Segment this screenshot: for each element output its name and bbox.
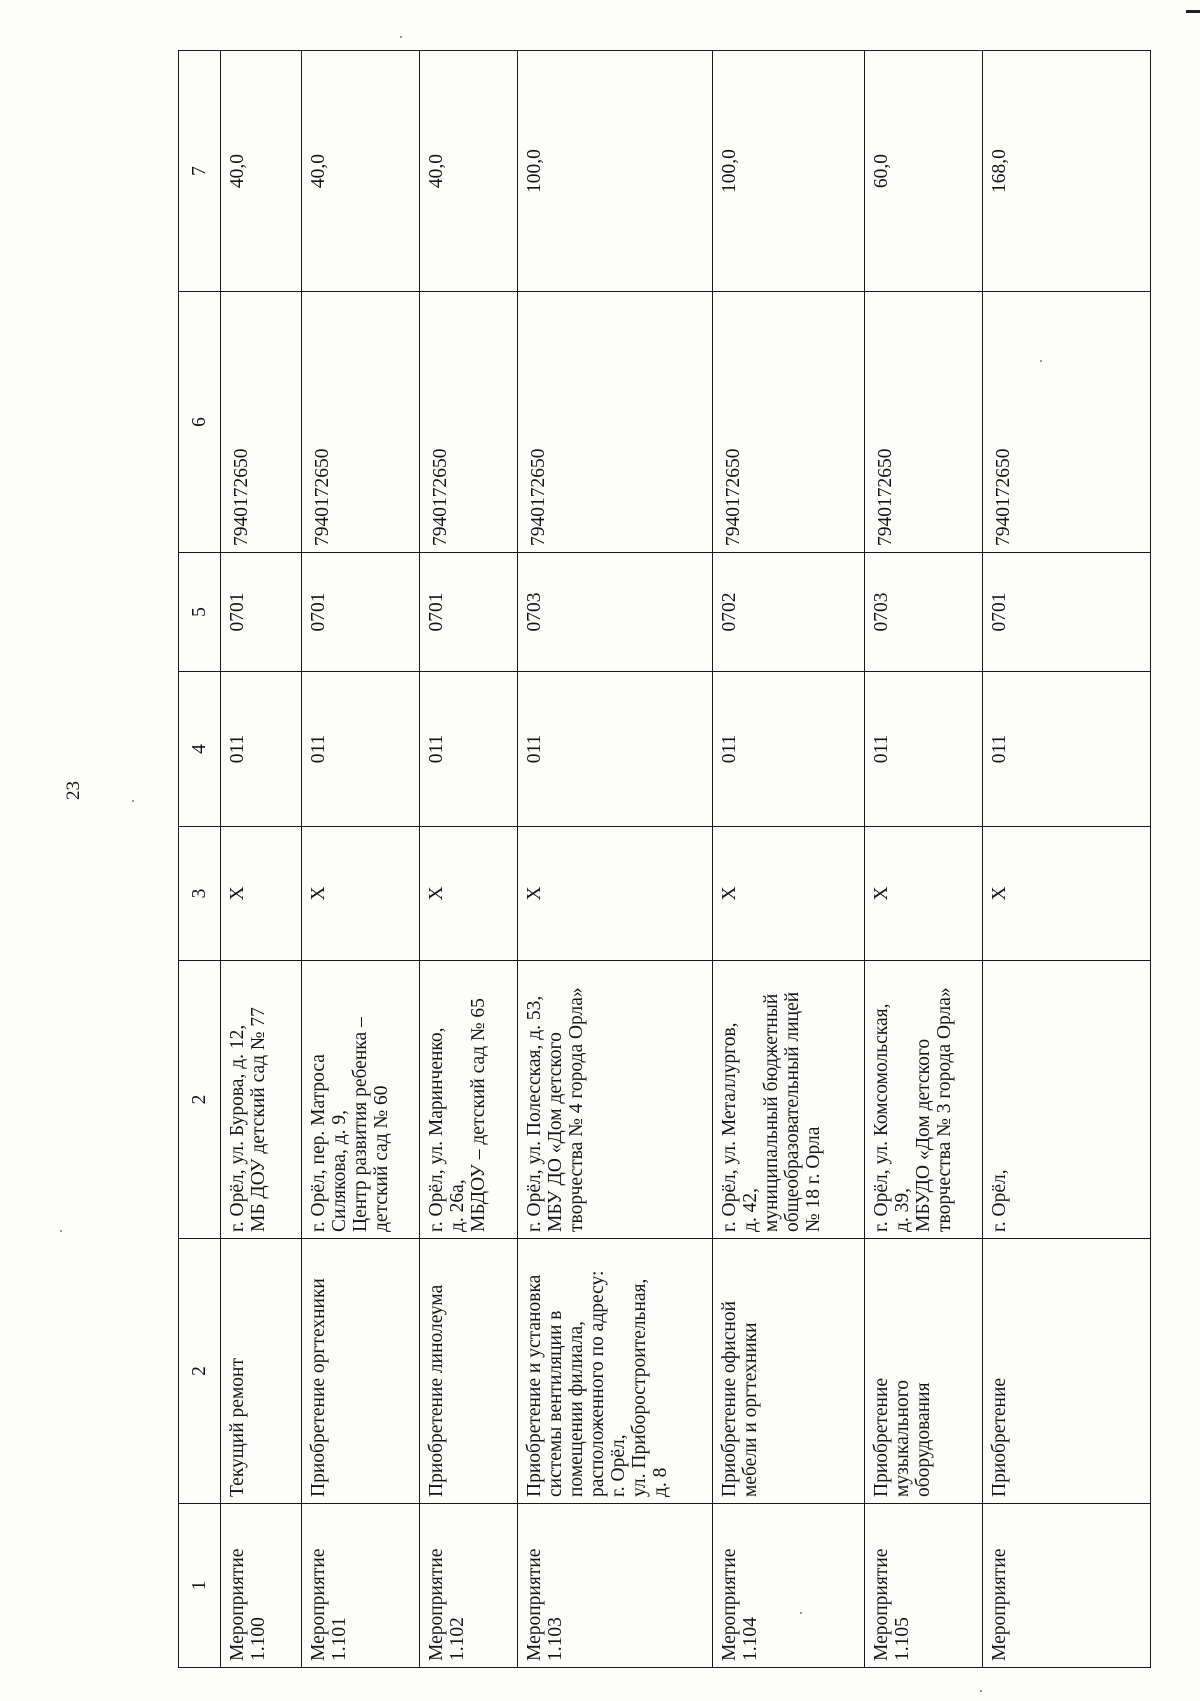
scan-speck (132, 800, 134, 802)
col6-cell: 7940172650 (865, 292, 983, 553)
scan-speck (980, 1690, 982, 1692)
scan-speck (60, 1230, 62, 1232)
col6-cell: 7940172650 (420, 292, 518, 553)
col4-cell: 011 (713, 672, 865, 827)
col6-cell: 7940172650 (302, 292, 420, 553)
col7-cell: 40,0 (420, 51, 518, 292)
edge-mark (1186, 10, 1200, 13)
action-cell: Приобретение офисной мебели и оргтехники (713, 1239, 865, 1504)
mark-cell: Х (302, 827, 420, 961)
location-cell: г. Орёл, ул. Металлургов, д. 42, муниципальный бюджетный общеобразовательный лицей № 18 г. Орла (713, 961, 865, 1239)
col5-cell: 0702 (713, 553, 865, 672)
col7-cell: 100,0 (518, 51, 713, 292)
col6-cell: 7940172650 (518, 292, 713, 553)
col4-cell: 011 (420, 672, 518, 827)
location-cell: г. Орёл, (983, 961, 1151, 1239)
col6-cell: 7940172650 (713, 292, 865, 553)
table-row (713, 51, 865, 1668)
location-cell: г. Орёл, ул. Полесская, д. 53, МБУ ДО «Дом детского творчества № 4 города Орла» (518, 961, 713, 1239)
table-row (983, 51, 1151, 1668)
col5-cell: 0701 (420, 553, 518, 672)
action-cell: Приобретение линолеума (420, 1239, 518, 1504)
col5-cell: 0701 (983, 553, 1151, 672)
action-cell: Приобретение (983, 1239, 1151, 1504)
location-cell: г. Орёл, ул. Маринченко, д. 26а, МБДОУ – детский сад № 65 (420, 961, 518, 1239)
header-cell: 1 (179, 1504, 221, 1668)
mark-cell: Х (865, 827, 983, 961)
event-number-cell: Мероприятие 1.105 (865, 1504, 983, 1668)
event-number-cell: Мероприятие 1.102 (420, 1504, 518, 1668)
table-row (865, 51, 983, 1668)
scan-speck (400, 36, 402, 38)
header-cell: 2 (179, 1239, 221, 1504)
header-cell: 6 (179, 292, 221, 553)
header-cell: 2 (179, 961, 221, 1239)
mark-cell: Х (518, 827, 713, 961)
col7-cell: 40,0 (302, 51, 420, 292)
col5-cell: 0701 (221, 553, 302, 672)
col6-cell: 7940172650 (221, 292, 302, 553)
location-cell: г. Орёл, пер. Матроса Силякова, д. 9, Центр развития ребенка – детский сад № 60 (302, 961, 420, 1239)
col4-cell: 011 (221, 672, 302, 827)
mark-cell: Х (713, 827, 865, 961)
header-cell: 5 (179, 553, 221, 672)
col5-cell: 0703 (865, 553, 983, 672)
scan-speck (1040, 360, 1042, 362)
location-cell: г. Орёл, ул. Комсомольская, д. 39, МБУДО «Дом детского творчества № 3 города Орла» (865, 961, 983, 1239)
col5-cell: 0703 (518, 553, 713, 672)
event-number-cell: Мероприятие 1.100 (221, 1504, 302, 1668)
rotated-table-container (178, 51, 1150, 1668)
col7-cell: 40,0 (221, 51, 302, 292)
action-cell: Текущий ремонт (221, 1239, 302, 1504)
col6-cell: 7940172650 (983, 292, 1151, 553)
col7-cell: 168,0 (983, 51, 1151, 292)
col4-cell: 011 (518, 672, 713, 827)
col4-cell: 011 (983, 672, 1151, 827)
action-cell: Приобретение музыкального оборудования (865, 1239, 983, 1504)
header-cell: 4 (179, 672, 221, 827)
col7-cell: 60,0 (865, 51, 983, 292)
col4-cell: 011 (865, 672, 983, 827)
action-cell: Приобретение и установка системы вентиляции в помещении филиала, расположенного по адресу: г. Орёл, ул. Приборостроительная, д. 8 (518, 1239, 713, 1504)
mark-cell: Х (420, 827, 518, 961)
header-cell: 7 (179, 51, 221, 292)
mark-cell: Х (983, 827, 1151, 961)
event-number-cell: Мероприятие 1.104 (713, 1504, 865, 1668)
table-row (302, 51, 420, 1668)
action-cell: Приобретение оргтехники (302, 1239, 420, 1504)
event-number-cell: Мероприятие 1.101 (302, 1504, 420, 1668)
header-cell: 3 (179, 827, 221, 961)
scan-speck (800, 1612, 802, 1614)
table-row (221, 51, 302, 1668)
col7-cell: 100,0 (713, 51, 865, 292)
col4-cell: 011 (302, 672, 420, 827)
mark-cell: Х (221, 827, 302, 961)
location-cell: г. Орёл, ул. Бурова, д. 12, МБ ДОУ детский сад № 77 (221, 961, 302, 1239)
event-number-cell: Мероприятие (983, 1504, 1151, 1668)
col5-cell: 0701 (302, 553, 420, 672)
budget-table (178, 50, 1151, 1668)
table-row (518, 51, 713, 1668)
table-row (420, 51, 518, 1668)
header-row (179, 51, 221, 1668)
page-number: 23 (63, 781, 84, 800)
event-number-cell: Мероприятие 1.103 (518, 1504, 713, 1668)
